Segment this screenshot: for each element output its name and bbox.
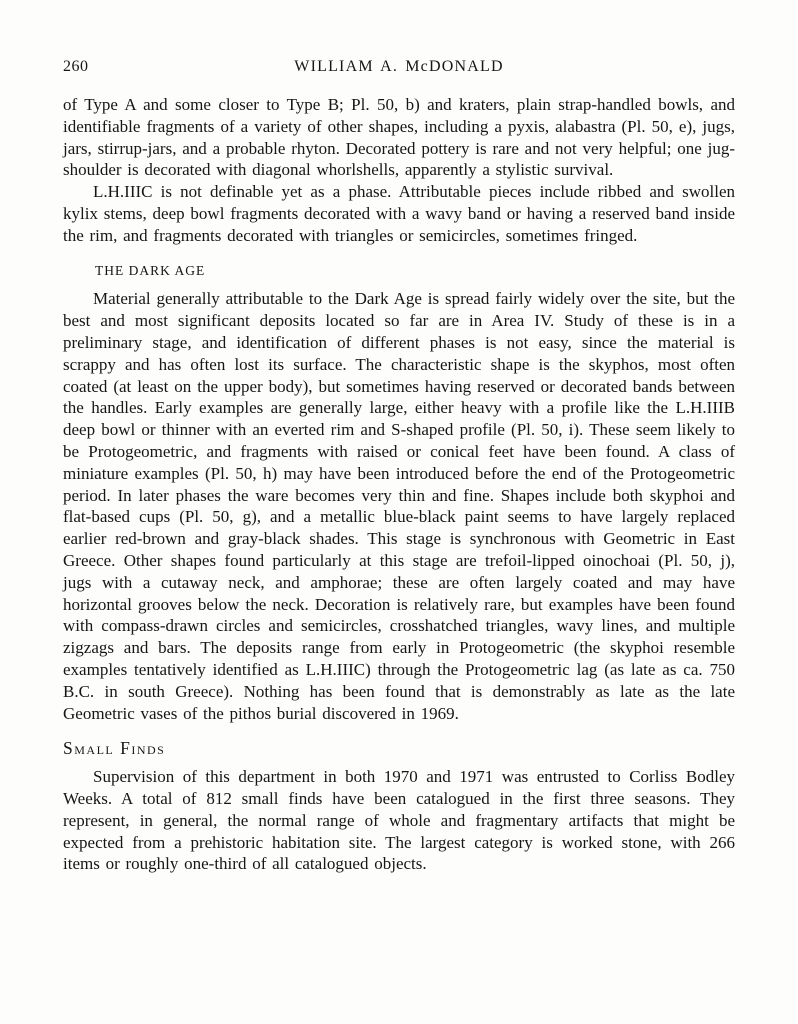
page-header (63, 56, 735, 78)
page-number: 260 (63, 58, 89, 75)
paragraph-small-finds: Supervision of this department in both 1970 and 1971 was entrusted to Corliss Bodley Weeks. A total of 812 small finds have been catalogued in the first three seasons. They represent, in general, the normal range of whole and fragmentary artifacts that might be expected from a prehistoric habitation site. The largest category is worked stone, with 266 items or roughly one-third of all catalogued objects. (63, 767, 735, 874)
section-heading-small-finds: Small Finds (63, 738, 166, 759)
running-head: WILLIAM A. McDONALD (294, 58, 504, 75)
section-heading-dark-age: THE DARK AGE (95, 262, 206, 278)
paragraph-dark-age: Material generally attributable to the Dark Age is spread fairly widely over the site, but the best and most significant deposits located so far are in Area IV. Study of these is in a preliminary stage, and identification of different phases is not easy, since the material is scrappy and has often lost its surface. The characteristic shape is the skyphos, most often coated (at least on the upper body), but sometimes having reserved or decorated bands between the handles. Early examples are generally large, either heavy with a profile like the L.H.IIIB deep bowl or thinner with an everted rim and S-shaped profile (Pl. 50, i). These seem likely to be Protogeometric, and fragments with raised or conical feet have been found. A class of miniature examples (Pl. 50, h) may have been introduced before the end of the Protogeometric period. In later phases the ware becomes very thin and fine. Shapes include both skyphoi and flat-based cups (Pl. 50, g), and a metallic blue-black paint seems to have largely replaced earlier red-brown and gray-black shades. This stage is synchronous with Geometric in East Greece. Other shapes found particularly at this stage are trefoil-lipped oinochoai (Pl. 50, j), jugs with a cutaway neck, and amphorae; these are often largely coated and may have horizontal grooves below the neck. Decoration is relatively rare, but examples have been found with compass-drawn circles and semicircles, crosshatched triangles, wavy lines, and multiple zigzags and bars. The deposits range from early in Protogeometric (the skyphoi resemble examples tentatively identified as L.H.IIIC) through the Protogeometric lag (as late as ca. 750 B.C. in south Greece). Nothing has been found that is demonstrably as late as the late Geometric vases of the pithos burial discovered in 1969. (63, 289, 735, 723)
paragraph-pottery-types: of Type A and some closer to Type B; Pl. 50, b) and kraters, plain strap-handled bowls, and identifiable fragments of a variety of other shapes, including a pyxis, alabastra (Pl. 50, e), jugs, jars, stirrup-jars, and a probable rhyton. Decorated pottery is rare and not very helpful; one jug-shoulder is decorated with diagonal whorlshells, apparently a stylistic survival. (63, 95, 735, 180)
paragraph-lhiiic: L.H.IIIC is not definable yet as a phase. Attributable pieces include ribbed and swollen kylix stems, deep bowl fragments decorated with a wavy band or having a reserved band inside the rim, and fragments decorated with triangles or semicircles, sometimes fringed. (63, 182, 735, 245)
article-body (63, 94, 735, 875)
